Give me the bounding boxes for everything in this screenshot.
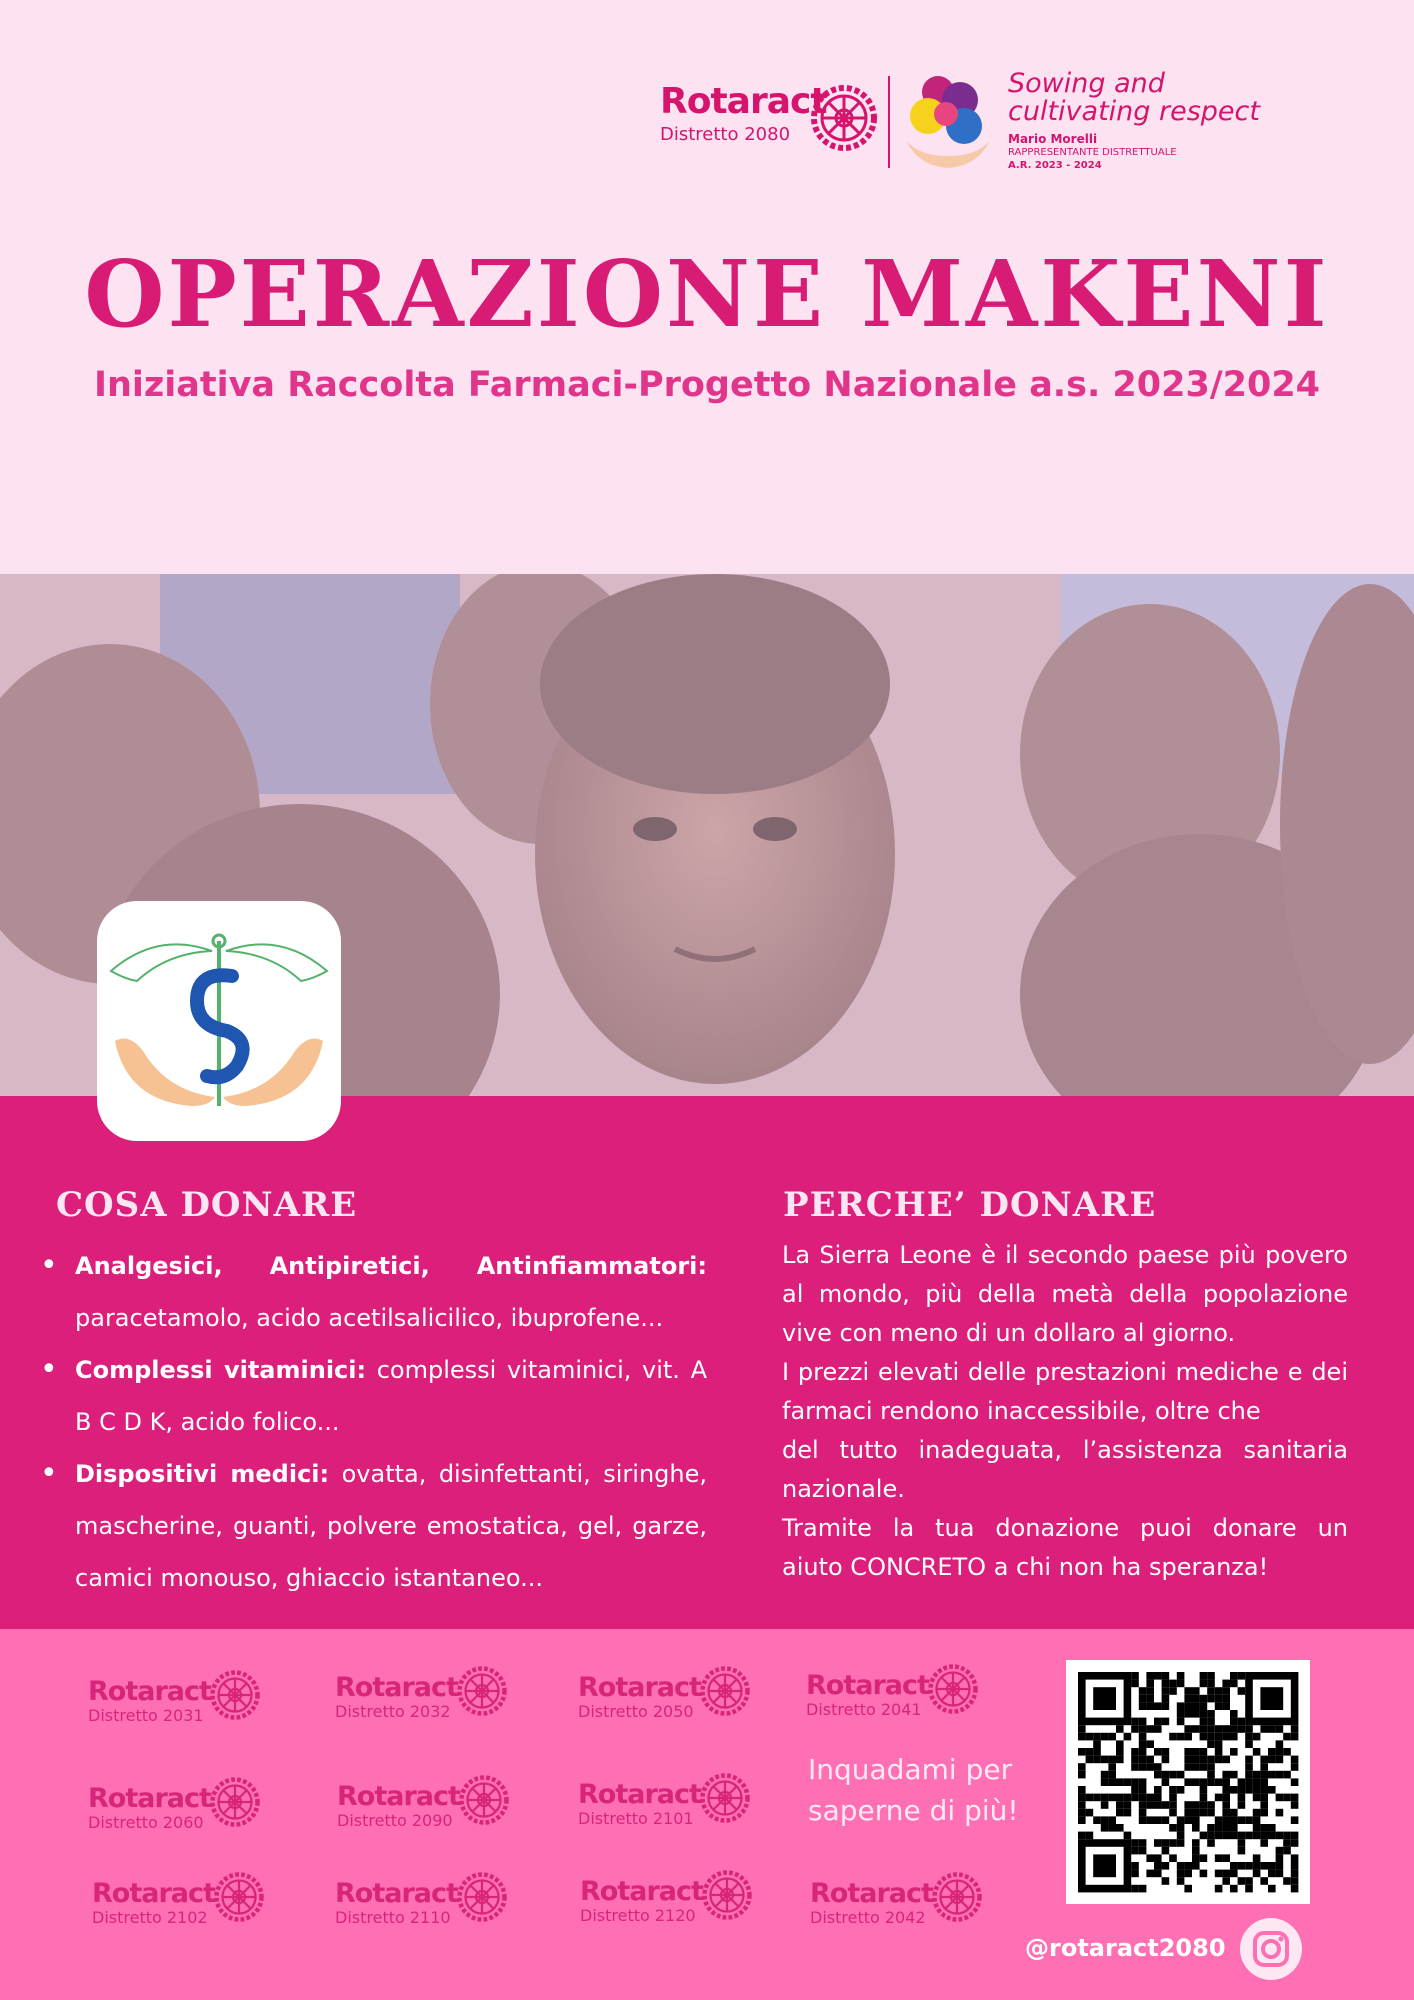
- rotary-wheel-icon: [930, 1870, 984, 1924]
- district-logo: [578, 1771, 753, 1833]
- district-logo-word: Rotaract: [580, 1876, 703, 1907]
- medical-badge: [97, 901, 341, 1141]
- list-item-text: ovatta, disinfettanti, siringhe, mascherine, guanti, polvere emostatica, gel, garze, camici monouso, ghiaccio istantaneo...: [75, 1460, 707, 1592]
- district-logo: [88, 1668, 263, 1730]
- list-item-category: Complessi vitaminici:: [75, 1356, 367, 1384]
- district-logo-word: Rotaract: [578, 1672, 701, 1703]
- district-logo: [806, 1662, 981, 1724]
- qr-call-to-action: [808, 1749, 1038, 1831]
- district-logo-number: Distretto 2090: [337, 1811, 453, 1830]
- slogan-line-2: cultivating respect: [1008, 96, 1260, 127]
- district-logo-number: Distretto 2120: [580, 1906, 696, 1925]
- list-item: [40, 1448, 707, 1604]
- rotary-wheel-icon: [455, 1664, 509, 1718]
- district-logo: [578, 1664, 753, 1726]
- rotary-wheel-icon: [212, 1870, 266, 1924]
- district-logo-word: Rotaract: [335, 1878, 458, 1909]
- district-logo: [335, 1870, 510, 1932]
- caduceus-hands-icon: [97, 901, 341, 1141]
- rotary-wheel-icon: [808, 82, 880, 154]
- representative-year: A.R. 2023 - 2024: [1008, 160, 1102, 171]
- district-logo: [337, 1773, 512, 1835]
- district-logo-word: Rotaract: [578, 1779, 701, 1810]
- list-item-text: complessi vitaminici, vit. A B C D K, acido folico...: [75, 1356, 707, 1436]
- rotary-wheel-icon: [700, 1868, 754, 1922]
- qr-cta-line-1: Inquadami per: [808, 1753, 1013, 1786]
- district-logo-number: Distretto 2110: [335, 1908, 451, 1927]
- district-logo-number: Distretto 2101: [578, 1809, 694, 1828]
- paragraph-line: La Sierra Leone è il secondo paese più povero: [782, 1241, 1348, 1269]
- qr-code-pattern: [1066, 1660, 1310, 1904]
- district-logo-word: Rotaract: [810, 1878, 933, 1909]
- district-logo-number: Distretto 2032: [335, 1702, 451, 1721]
- district-logo: [92, 1870, 267, 1932]
- representative-name: Mario Morelli: [1008, 132, 1098, 146]
- district-logo-word: Rotaract: [92, 1878, 215, 1909]
- representative-role: RAPPRESENTANTE DISTRETTUALE: [1008, 147, 1177, 158]
- slogan-line-1: Sowing and: [1008, 68, 1165, 99]
- rotary-wheel-icon: [698, 1664, 752, 1718]
- district-logo: [580, 1868, 755, 1930]
- rotary-wheel-icon: [698, 1771, 752, 1825]
- district-logo: [88, 1775, 263, 1837]
- rotary-wheel-icon: [455, 1870, 509, 1924]
- rotary-wheel-icon: [457, 1773, 511, 1827]
- list-item-category: Analgesici, Antipiretici, Antinfiammatori:: [75, 1252, 707, 1280]
- district-logo-word: Rotaract: [335, 1672, 458, 1703]
- qr-code[interactable]: [1066, 1660, 1310, 1904]
- rotary-wheel-icon: [208, 1775, 262, 1829]
- rotary-wheel-icon: [208, 1668, 262, 1722]
- header-logos: [660, 81, 827, 145]
- cosa-donare-title: COSA DONARE: [56, 1185, 358, 1225]
- perche-donare-title: PERCHE’ DONARE: [783, 1185, 1157, 1225]
- list-item-category: Dispositivi medici:: [75, 1460, 330, 1488]
- qr-cta-line-2: saperne di più!: [808, 1794, 1019, 1827]
- district-logo-word: Rotaract: [806, 1670, 929, 1701]
- rotary-wheel-icon: [926, 1662, 980, 1716]
- district-logo-number: Distretto 2041: [806, 1700, 922, 1719]
- district-logo-number: Distretto 2102: [92, 1908, 208, 1927]
- list-item: [40, 1240, 707, 1344]
- district-logo-word: Rotaract: [88, 1676, 211, 1707]
- district-logo: [810, 1870, 985, 1932]
- district-logo-number: Distretto 2042: [810, 1908, 926, 1927]
- slogan: [1008, 70, 1260, 172]
- district-logo-number: Distretto 2050: [578, 1702, 694, 1721]
- paragraph-line: I prezzi elevati delle prestazioni mediche e dei: [782, 1358, 1348, 1386]
- perche-donare-text: [782, 1236, 1348, 1587]
- list-item: [40, 1344, 707, 1448]
- page-title: OPERAZIONE MAKENI: [84, 240, 1330, 348]
- flower-hands-icon: [898, 70, 998, 172]
- donate-list: [40, 1240, 707, 1604]
- instagram-handle[interactable]: @rotaract2080: [1025, 1934, 1226, 1962]
- paragraph-line: aiuto CONCRETO a chi non ha speranza!: [782, 1553, 1269, 1581]
- instagram-button[interactable]: [1240, 1918, 1302, 1980]
- rotaract-logo-word: Rotaract: [660, 81, 827, 122]
- district-logo: [335, 1664, 510, 1726]
- paragraph-line: vive con meno di un dollaro al giorno.: [782, 1319, 1236, 1347]
- header-divider: [888, 76, 890, 168]
- paragraph-line: nazionale.: [782, 1475, 905, 1503]
- rotaract-logo-district: Distretto 2080: [660, 124, 791, 145]
- list-item-text: paracetamolo, acido acetilsalicilico, ibuprofene...: [75, 1304, 664, 1332]
- district-logo-word: Rotaract: [88, 1783, 211, 1814]
- page-subtitle: Iniziativa Raccolta Farmaci-Progetto Nazionale a.s. 2023/2024: [93, 365, 1321, 405]
- paragraph-line: del tutto inadeguata, l’assistenza sanitaria: [782, 1436, 1348, 1464]
- instagram-icon: [1240, 1918, 1302, 1980]
- district-logo-number: Distretto 2060: [88, 1813, 204, 1832]
- district-logo-word: Rotaract: [337, 1781, 460, 1812]
- paragraph-line: Tramite la tua donazione puoi donare un: [782, 1514, 1348, 1542]
- paragraph-line: al mondo, più della metà della popolazione: [782, 1280, 1348, 1308]
- district-logo-number: Distretto 2031: [88, 1706, 204, 1725]
- paragraph-line: farmaci rendono inaccessibile, oltre che: [782, 1397, 1261, 1425]
